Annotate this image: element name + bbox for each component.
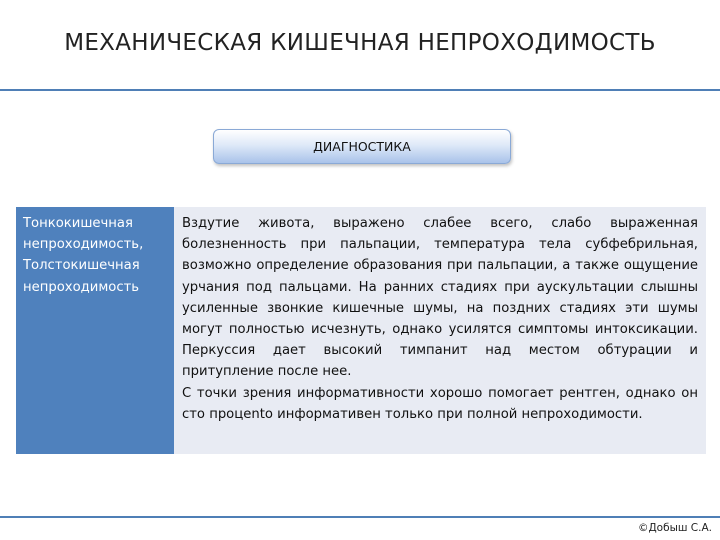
condition-line-4: непроходимость (23, 279, 140, 295)
xray-paragraph: С точки зрения информативности хорошо помогает рентген, однако он сто процento информативен только при полной непроходимости. (182, 385, 698, 422)
title-divider (0, 89, 720, 91)
condition-line-3: Толстокишечная (23, 258, 140, 274)
diagnostics-box (213, 129, 511, 164)
condition-list (23, 213, 174, 298)
left-panel (16, 207, 174, 454)
copyright: ©Добыш С.А. (637, 522, 712, 534)
footer-divider (0, 516, 720, 518)
page-title: МЕХАНИЧЕСКАЯ КИШЕЧНАЯ НЕПРОХОДИМОСТЬ (64, 30, 656, 56)
symptoms-paragraph: Вздутие живота, выражено слабее всего, слабо выраженная болезненность при пальпации, температура тела субфебрильная, возможно определение образования при пальпации, а также ощущение урчания под пальцами. На ранних стадиях при аускультации слышны усиленные звонкие кишечные шумы, на поздних стадиях эти шумы могут полностью исчезнуть, однако усилятся симптомы интоксикации. Перкуссия дает высокий тимпанит над местом обтурации и притупление после нее. (182, 216, 698, 380)
diagnostics-label: ДИАГНОСТИКА (313, 139, 411, 154)
condition-line-2: непроходимость, (23, 237, 144, 253)
condition-line-1: Тонкокишечная (23, 216, 133, 231)
right-panel (174, 207, 706, 454)
